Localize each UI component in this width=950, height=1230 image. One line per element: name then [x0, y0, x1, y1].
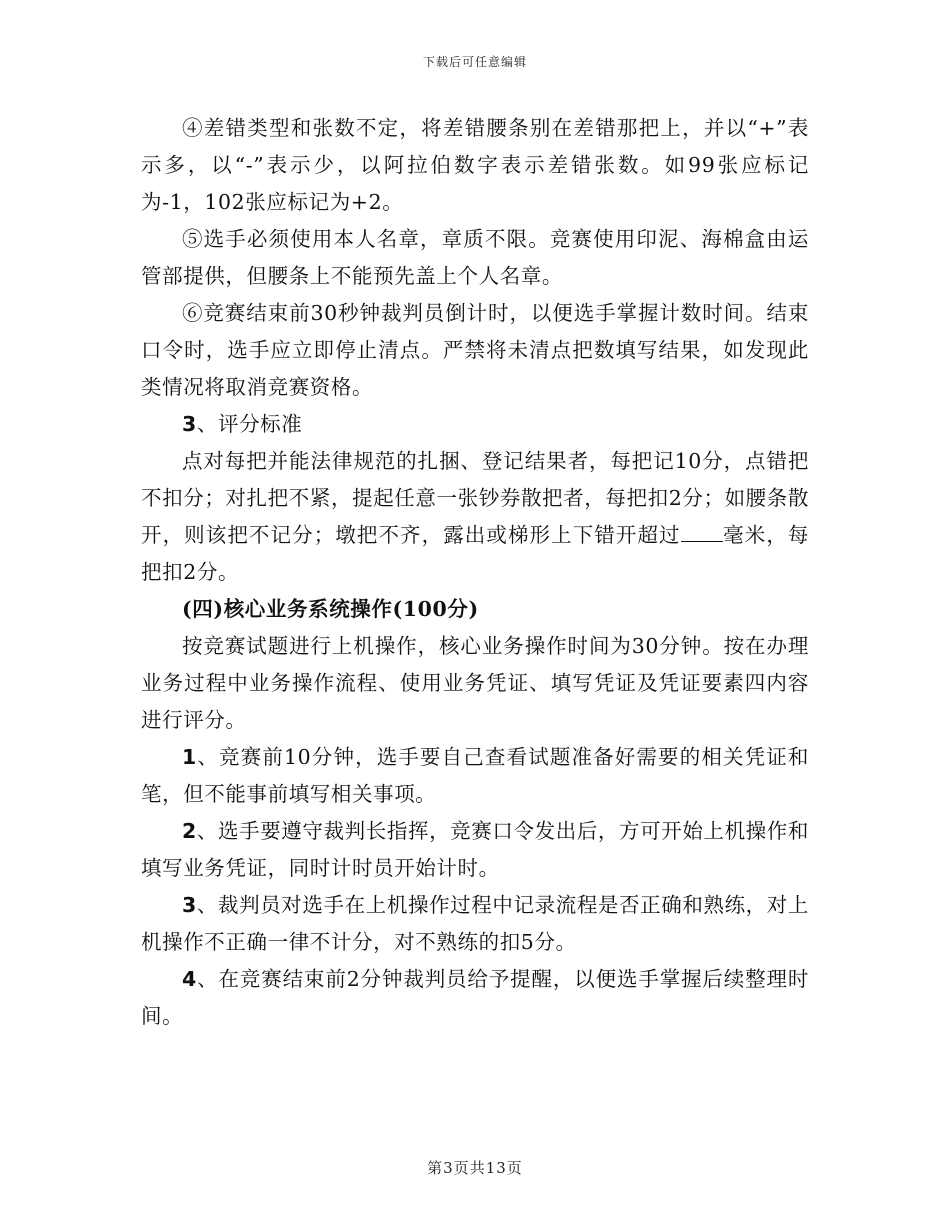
list-item — [141, 887, 809, 961]
list-item-number: 1 — [182, 745, 197, 769]
list-item — [141, 961, 809, 1035]
fill-in-blank — [681, 521, 723, 542]
page-header: 下载后可任意编辑 — [422, 55, 527, 69]
list-item-text: 、选手要遵守裁判长指挥，竞赛口令发出后，方可开始上机操作和填写业务凭证，同时计时员开始计时。 — [141, 819, 809, 880]
paragraph-item-6: ⑥竞赛结束前30秒钟裁判员倒计时，以便选手掌握计数时间。结束口令时，选手应立即停止清点。严禁将未清点把数填写结果，如发现此类情况将取消竞赛资格。 — [141, 301, 809, 399]
core-system-intro: 按竞赛试题进行上机操作，核心业务操作时间为30分钟。按在办理业务过程中业务操作流程、使用业务凭证、填写凭证及凭证要素四内容进行评分。 — [141, 634, 809, 732]
section-title: 、评分标准 — [196, 412, 303, 436]
list-item-number: 4 — [182, 967, 197, 991]
list-item — [141, 813, 809, 887]
document-body — [141, 110, 809, 1035]
scoring-text-after: 毫米，每把扣2分。 — [141, 523, 810, 584]
list-item-text: 、在竞赛结束前2分钟裁判员给予提醒，以便选手掌握后续整理时间。 — [141, 967, 809, 1028]
list-item-number: 3 — [182, 893, 197, 917]
section-heading-scoring — [141, 406, 809, 443]
section-heading-core-system: (四)核心业务系统操作(100分) — [182, 597, 479, 621]
list-item-number: 2 — [182, 819, 197, 843]
scoring-text-before: 点对每把并能法律规范的扎捆、登记结果者，每把记10分，点错把不扣分；对扎把不紧，提起任意一张钞券散把者，每把扣2分；如腰条散开，则该把不记分；墩把不齐，露出或梯形上下错开超过 — [141, 449, 809, 547]
paragraph-item-5: ⑤选手必须使用本人名章，章质不限。竞赛使用印泥、海棉盒由运管部提供，但腰条上不能预先盖上个人名章。 — [141, 227, 809, 288]
section-number: 3 — [182, 412, 197, 436]
scoring-paragraph — [141, 443, 809, 591]
list-item-text: 、裁判员对选手在上机操作过程中记录流程是否正确和熟练，对上机操作不正确一律不计分，对不熟练的扣5分。 — [141, 893, 809, 954]
page-footer: 第3页共13页 — [427, 1159, 523, 1177]
list-item — [141, 739, 809, 813]
paragraph-item-4: ④差错类型和张数不定，将差错腰条别在差错那把上，并以“+”表示多，以“-”表示少，以阿拉伯数字表示差错张数。如99张应标记为-1，102张应标记为+2。 — [141, 116, 809, 214]
list-item-text: 、竞赛前10分钟，选手要自己查看试题准备好需要的相关凭证和笔，但不能事前填写相关事项。 — [141, 745, 809, 806]
